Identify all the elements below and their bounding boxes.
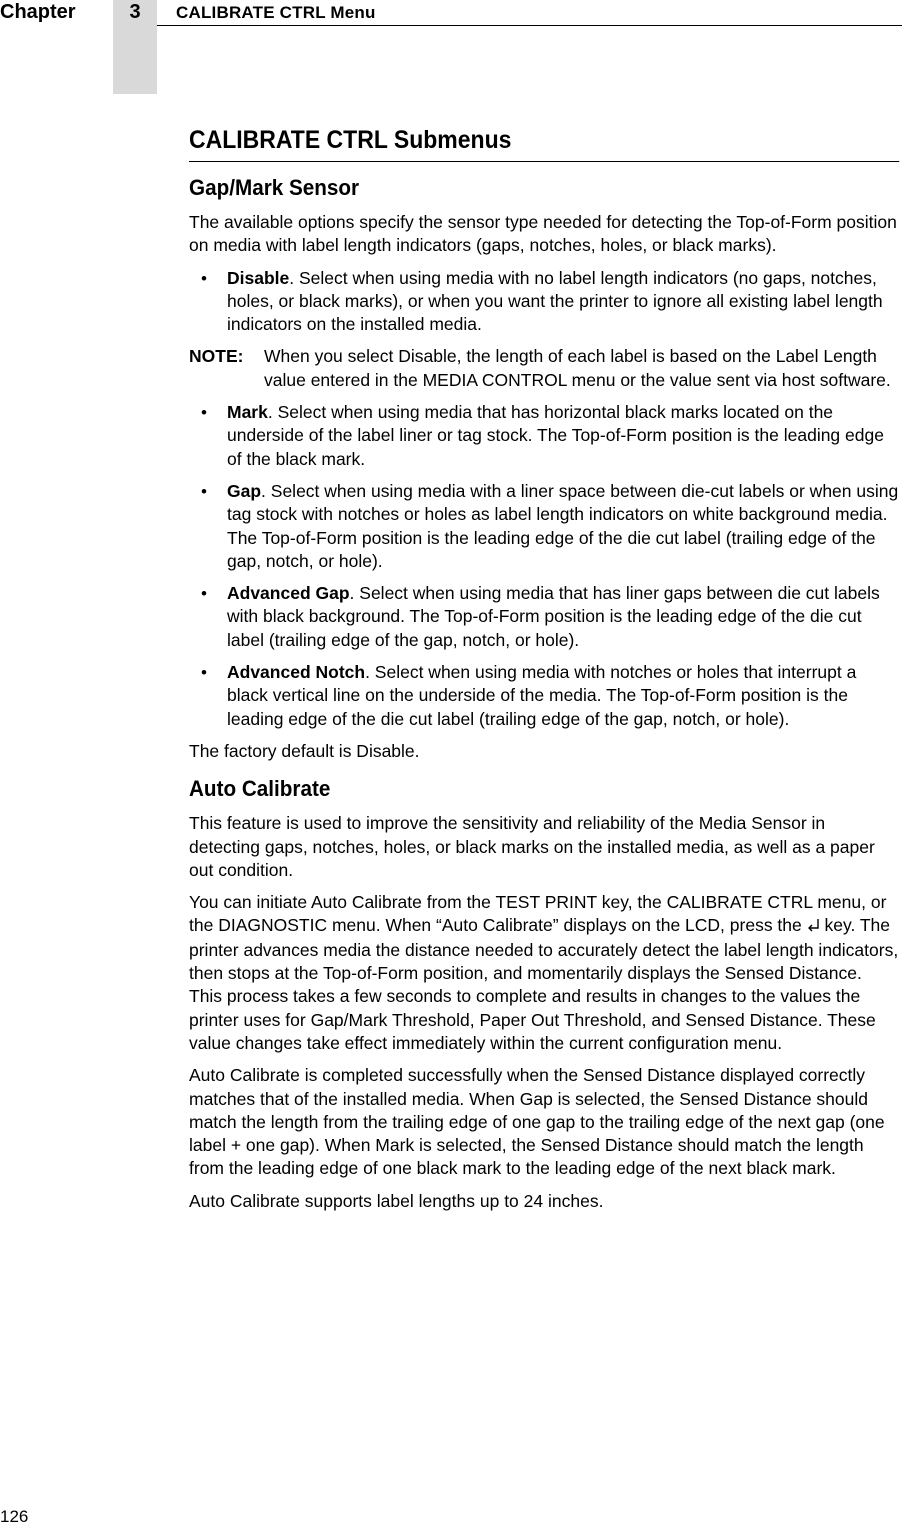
option-term: Disable: [227, 267, 290, 288]
option-description: . Select when using media that has liner gaps between die cut labels with black background. The Top-of-Form position is the leading edge of the die cut label (trailing edge of the gap, notch, or hole).: [227, 583, 880, 650]
factory-default-text: The factory default is Disable.: [189, 740, 420, 761]
option-term: Advanced Gap: [227, 583, 350, 604]
bullet-icon: •: [201, 268, 207, 288]
para-2-after-key: key. The printer advances media the distance needed to accurately detect the label length indicators, then stops at the Top-of-Form position, and momentarily displays the Sensed Distance. This process takes a few seconds to complete and results in changes to the values the printer uses for Gap/Mark Threshold, Paper Out Threshold, and Sensed Distance. These value changes take effect immediately within the current configuration menu.: [189, 915, 899, 1053]
para-2-before-key: You can initiate Auto Calibrate from the TEST PRINT key, the CALIBRATE CTRL menu, or the DIAGNOSTIC menu. When “Auto Calibrate” displays on the LCD, press the: [189, 892, 887, 936]
gap-mark-options-list-continued: [189, 401, 899, 731]
note-block: [189, 345, 899, 392]
enter-key-icon: [807, 915, 820, 938]
auto-calibrate-para-2: [189, 891, 899, 1055]
gap-mark-sensor-heading: Gap/Mark Sensor: [189, 175, 360, 200]
auto-calibrate-para-3: Auto Calibrate is completed successfully when the Sensed Distance displayed correctly matches that of the installed media. When Gap is selected, the Sensed Distance should match the length from the trailing edge of one gap to the trailing edge of the next gap (one label + one gap). When Mark is selected, the Sensed Distance should match the length from the leading edge of one black mark to the leading edge of the next black mark.: [189, 1065, 885, 1179]
option-description: . Select when using media with a liner space between die-cut labels or when using tag stock with notches or holes as label length indicators on white background media. The Top-of-Form position is the leading edge of the die cut label (trailing edge of the gap, notch, or hole).: [227, 480, 899, 571]
auto-calibrate-para-4: Auto Calibrate supports label lengths up to 24 inches.: [189, 1190, 604, 1211]
option-mark: [189, 401, 899, 471]
option-disable: [189, 267, 899, 337]
note-label: NOTE:: [189, 346, 244, 367]
gap-mark-intro: The available options specify the sensor type needed for detecting the Top-of-Form position on media with label length indicators (gaps, notches, holes, or black marks).: [189, 212, 897, 256]
chapter-label: Chapter: [0, 1, 76, 23]
chapter-number: 3: [129, 1, 141, 23]
bullet-icon: •: [201, 584, 207, 604]
option-description: . Select when using media with notches or holes that interrupt a black vertical line on the underside of the media. The Top-of-Form position is the leading edge of the die cut label (trailing edge of the gap, notch, or hole).: [227, 662, 857, 729]
option-description: . Select when using media with no label length indicators (no gaps, notches, holes, or black marks), or when you want the printer to ignore all existing label length indicators on the installed media.: [227, 267, 883, 335]
header-divider: [157, 25, 902, 26]
section-title: CALIBRATE CTRL Submenus: [189, 124, 899, 162]
option-advanced-notch: [189, 661, 899, 731]
auto-calibrate-heading: Auto Calibrate: [189, 776, 331, 802]
chapter-tab: [113, 0, 157, 94]
option-term: Gap: [227, 480, 262, 501]
bullet-icon: •: [201, 481, 207, 501]
page-number: 126: [0, 1507, 29, 1526]
bullet-icon: •: [201, 663, 207, 683]
page-content: [189, 124, 899, 1222]
running-header-title: CALIBRATE CTRL Menu: [176, 3, 376, 22]
option-advanced-gap: [189, 582, 899, 652]
option-description: . Select when using media that has horizontal black marks located on the underside of the label liner or tag stock. The Top-of-Form position is the leading edge of the black mark.: [227, 402, 884, 469]
option-gap: [189, 480, 899, 573]
option-term: Mark: [227, 402, 268, 423]
gap-mark-options-list: [189, 267, 899, 337]
bullet-icon: •: [201, 403, 207, 423]
auto-calibrate-para-1: This feature is used to improve the sensitivity and reliability of the Media Sensor in detecting gaps, notches, holes, or black marks on the installed media, as well as a paper out condition.: [189, 813, 875, 880]
option-term: Advanced Notch: [227, 662, 366, 683]
note-text: When you select Disable, the length of each label is based on the Label Length value entered in the MEDIA CONTROL menu or the value sent via host software.: [264, 346, 891, 390]
